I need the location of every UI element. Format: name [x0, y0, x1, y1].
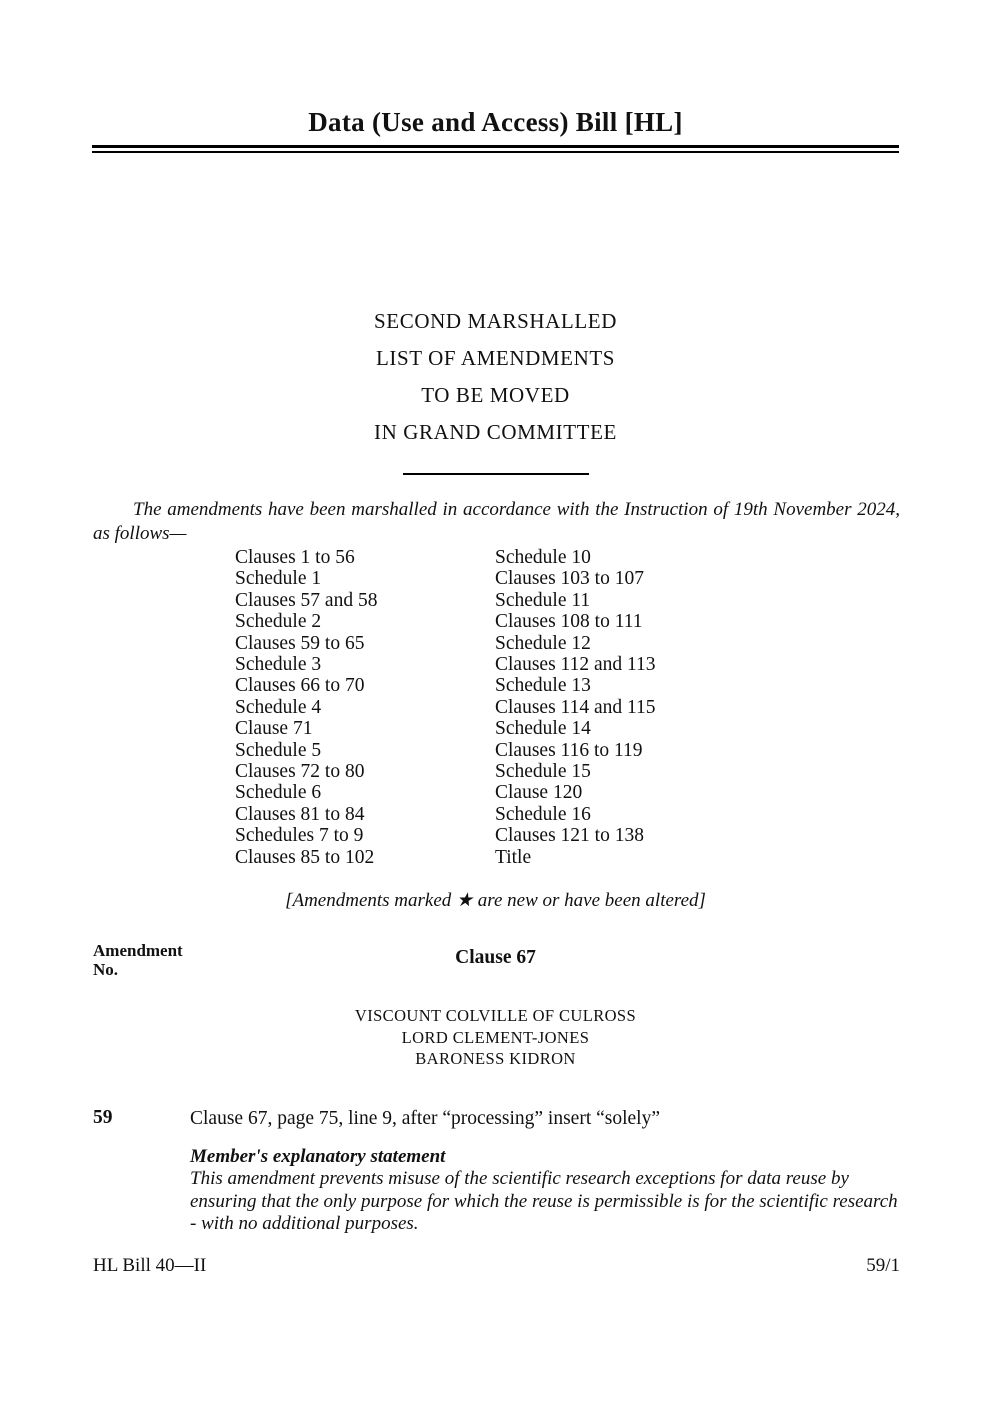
sponsor-name: BARONESS KIDRON — [415, 1049, 576, 1069]
marshalling-item: Clauses 112 and 113 — [495, 654, 656, 676]
marshalling-item: Clauses 81 to 84 — [235, 803, 365, 825]
marshalled-list-heading — [0, 303, 991, 451]
title-double-rule — [92, 145, 899, 153]
sponsor-list — [0, 1005, 991, 1070]
clause-heading: Clause 67 — [455, 947, 536, 969]
marshalling-item: Clauses 59 to 65 — [235, 632, 365, 654]
sponsor-name: LORD CLEMENT-JONES — [401, 1027, 590, 1047]
marshalling-item: Schedule 14 — [495, 718, 591, 740]
marshalling-item: Clauses 1 to 56 — [235, 547, 355, 568]
heading-line: SECOND MARSHALLED — [374, 309, 617, 333]
amendment-entry — [0, 1107, 991, 1236]
heading-line: TO BE MOVED — [421, 383, 570, 407]
sponsor-name: VISCOUNT COLVILLE OF CULROSS — [354, 1006, 637, 1026]
heading-line: IN GRAND COMMITTEE — [374, 420, 617, 444]
heading-line: LIST OF AMENDMENTS — [375, 346, 616, 370]
marshalling-item: Clauses 103 to 107 — [495, 568, 644, 590]
marshalling-order-right-column — [495, 547, 795, 868]
marshalling-item: Title — [495, 846, 532, 868]
marshalling-item: Schedule 4 — [235, 696, 322, 718]
marshalling-item: Schedule 1 — [235, 568, 322, 590]
marshalling-item: Schedule 10 — [495, 547, 591, 568]
star-legend-note: [Amendments marked ★ are new or have been altered] — [285, 890, 706, 912]
explanatory-statement-heading: Member's explanatory statement — [190, 1145, 446, 1167]
marshalling-item: Schedule 2 — [235, 611, 322, 633]
explanatory-statement — [190, 1146, 905, 1236]
marshalling-order-list — [235, 547, 991, 868]
marshalling-item: Clause 71 — [235, 718, 313, 740]
page-title: Data (Use and Access) Bill [HL] — [308, 107, 683, 137]
marshalling-item: Clauses 66 to 70 — [235, 675, 365, 697]
amendment-number: 59 — [93, 1106, 113, 1128]
marshalling-item: Schedule 12 — [495, 632, 591, 654]
marshalling-item: Schedule 13 — [495, 675, 591, 697]
marshalling-item: Clause 120 — [495, 782, 583, 804]
marshalling-item: Schedules 7 to 9 — [235, 825, 364, 847]
marshalling-item: Schedule 6 — [235, 782, 322, 804]
marshalling-order-left-column — [235, 547, 495, 868]
marshalling-item: Schedule 11 — [495, 589, 591, 611]
footer-bill-reference: HL Bill 40—II — [93, 1255, 207, 1276]
amendment-no-label-line: No. — [93, 960, 119, 980]
marshalling-item: Clauses 57 and 58 — [235, 589, 378, 611]
marshalling-instruction-note: The amendments have been marshalled in accordance with the Instruction of 19th November 2024, as follows— — [93, 499, 900, 544]
marshalling-item: Schedule 3 — [235, 654, 322, 676]
explanatory-statement-text: This amendment prevents misuse of the scientific research exceptions for data reuse by ensuring that the only purpose for which the reuse is permissible is for the scientific research - with no additional purposes. — [190, 1168, 898, 1235]
marshalling-item: Schedule 16 — [495, 803, 591, 825]
section-divider-rule — [403, 473, 589, 475]
amendment-no-label-line: Amendment — [93, 941, 183, 961]
marshalling-item: Clauses 116 to 119 — [495, 739, 643, 761]
marshalling-item: Clauses 114 and 115 — [495, 696, 656, 718]
footer-sheet-number: 59/1 — [866, 1255, 900, 1276]
marshalling-item: Schedule 5 — [235, 739, 322, 761]
amendment-text: Clause 67, page 75, line 9, after “processing” insert “solely” — [190, 1107, 661, 1129]
page-footer — [93, 1255, 900, 1277]
marshalling-item: Clauses 72 to 80 — [235, 761, 365, 783]
marshalling-item: Schedule 15 — [495, 761, 591, 783]
amendment-table-header — [0, 941, 991, 989]
marshalling-item: Clauses 121 to 138 — [495, 825, 644, 847]
marshalling-item: Clauses 108 to 111 — [495, 611, 643, 633]
marshalling-item: Clauses 85 to 102 — [235, 846, 375, 868]
